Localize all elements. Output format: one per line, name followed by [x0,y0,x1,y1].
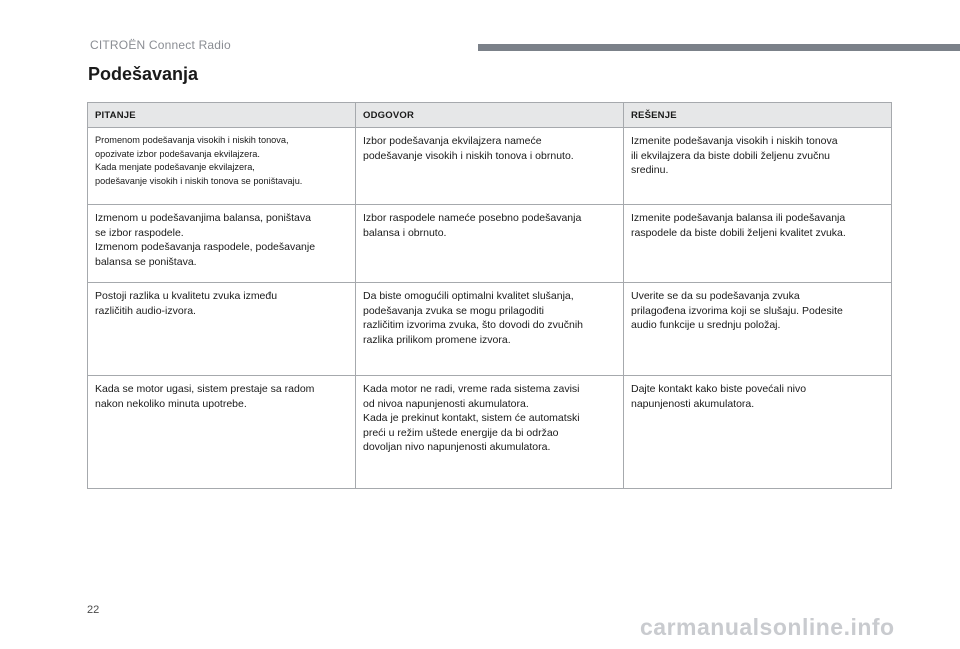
cell-line: Promenom podešavanja visokih i niskih tonova, [95,135,289,145]
cell-line: ili ekvilajzera da biste dobili željenu zvučnu [631,149,831,162]
header-brand: CITROËN Connect Radio [90,38,231,52]
question-cell [88,128,356,205]
cell-line: Da biste omogućili optimalni kvalitet slušanja, [363,290,574,302]
column-header-solution: REŠENJE [624,103,892,128]
cell-line: dovoljan nivo napunjenosti akumulatora. [363,441,551,453]
table-row [88,128,892,205]
cell-line: se izbor raspodele. [95,226,184,239]
solution-cell [624,283,892,376]
cell-line: Izmenite podešavanja visokih i niskih tonova [631,135,838,147]
cell-line: različitih audio-izvora. [95,304,196,317]
cell-line: Izmenom podešavanja raspodele, podešavanje [95,241,316,253]
cell-line: napunjenosti akumulatora. [631,397,755,410]
column-header-question: PITANJE [88,103,356,128]
question-cell [88,283,356,376]
cell-line: podešavanje visokih i niskih tonova se poništavaju. [95,175,303,186]
cell-line: raspodele da biste dobili željeni kvalitet zvuka. [631,226,846,239]
header-bar [478,44,960,51]
column-header-answer: ODGOVOR [356,103,624,128]
table-row [88,283,892,376]
cell-line: audio funkcije u srednju položaj. [631,319,781,331]
cell-line: razlika prilikom promene izvora. [363,333,511,346]
answer-cell [356,283,624,376]
cell-line: opozivate izbor podešavanja ekvilajzera. [95,148,260,159]
cell-line: različitim izvorima zvuka, što dovodi do zvučnih [363,319,583,331]
watermark: carmanualsonline.info [640,614,895,640]
cell-line: od nivoa napunjenosti akumulatora. [363,397,529,410]
faq-table [87,102,892,489]
cell-line: podešavanja zvuka se mogu prilagoditi [363,304,544,317]
question-cell [88,205,356,283]
question-cell [88,376,356,489]
cell-line: Izbor podešavanja ekvilajzera nameće [363,135,542,147]
cell-line: sredinu. [631,164,669,176]
cell-line: Kada motor ne radi, vreme rada sistema zavisi [363,383,580,395]
answer-cell [356,376,624,489]
cell-line: Uverite se da su podešavanja zvuka [631,290,800,302]
cell-line: Kada je prekinut kontakt, sistem će automatski [363,412,580,424]
answer-cell [356,128,624,205]
cell-line: Izmenom u podešavanjima balansa, poništava [95,212,311,224]
cell-line: balansa se poništava. [95,255,197,268]
page-number: 22 [87,604,100,616]
answer-cell [356,205,624,283]
cell-line: balansa i obrnuto. [363,226,447,239]
cell-line: Dajte kontakt kako biste povećali nivo [631,383,807,395]
cell-line: Kada menjate podešavanje ekvilajzera, [95,162,255,172]
solution-cell [624,376,892,489]
solution-cell [624,205,892,283]
faq-table-container [87,102,891,489]
table-header-row [88,103,892,128]
cell-line: prilagođena izvorima koji se slušaju. Podesite [631,304,843,317]
solution-cell [624,128,892,205]
table-row [88,205,892,283]
cell-line: preći u režim uštede energije da bi održao [363,426,559,439]
page-title: Podešavanja [88,64,199,84]
table-row [88,376,892,489]
cell-line: podešavanje visokih i niskih tonova i obrnuto. [363,149,574,162]
cell-line: Kada se motor ugasi, sistem prestaje sa radom [95,383,315,395]
cell-line: nakon nekoliko minuta upotrebe. [95,397,247,410]
cell-line: Postoji razlika u kvalitetu zvuka između [95,290,278,302]
cell-line: Izmenite podešavanja balansa ili podešavanja [631,212,846,224]
cell-line: Izbor raspodele nameće posebno podešavanja [363,212,582,224]
